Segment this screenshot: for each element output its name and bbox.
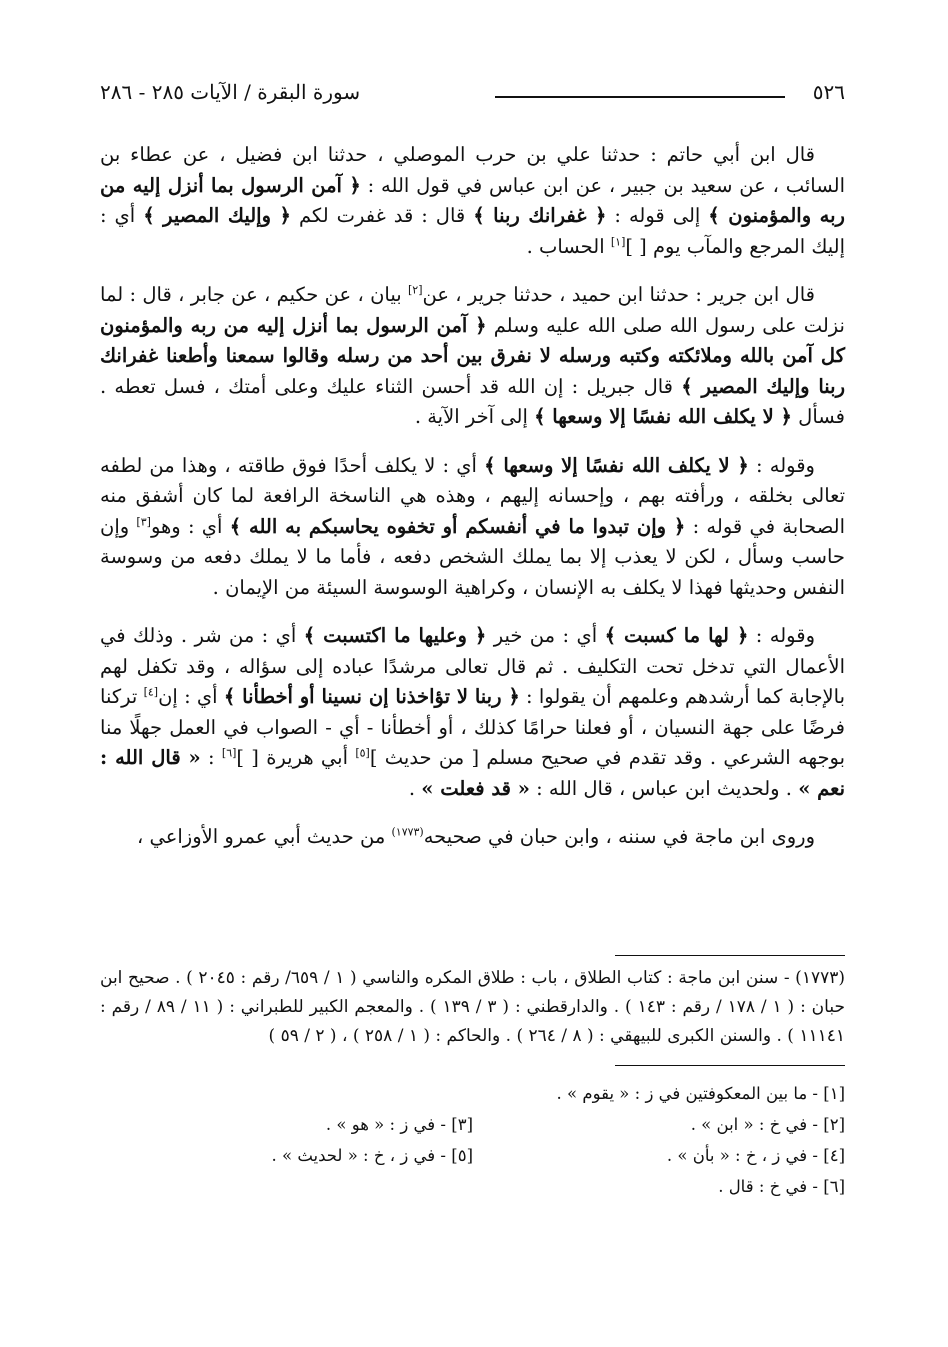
body-text: وإن حاسب وسأل ، لكن لا يعذب إلا بما يملك الشخص دفعه ، فأما ما لا يملك دفعه من وسوسة النفس وحديثها فهذا لا يكلف به الإنسان ، وكراهية الوسوسة السيئة من الإيمان .: [100, 514, 845, 599]
page-header: [100, 80, 845, 110]
hadith-footnote: (١٧٧٣) - سنن ابن ماجة : كتاب الطلاق ، باب : طلاق المكره والناسي ( ١ / ٦٥٩/ رقم : ٢٠٤٥ ) . صحيح ابن حبان : ( ١ / ١٧٨ / رقم : ١٤٣ ) . والدارقطني : ( ٣ / ١٣٩ ) . والمعجم الكبير للطبراني : ( ١١ / ٨٩ / رقم : ١١١٤١ ) . والسنن الكبرى للبيهقي : ( ٨ / ٢٦٤ ) . والحاكم : ( ١ / ٢٥٨ ) ، ( ٢ / ٥٩ ): [100, 968, 845, 1046]
paragraph: [100, 140, 845, 262]
variant-note: [٤] - في ز ، خ : « بأن » .: [666, 1146, 845, 1165]
body-text: قال ابن أبي حاتم : حدثنا علي بن حرب الموصلي ، حدثنا ابن فضيل ، عن عطاء بن السائب ، عن سعيد بن جبير ، عن ابن عباس في قول الله :: [100, 143, 846, 197]
body-text: قال : قد غفرت لكم: [290, 204, 474, 227]
paragraph: [100, 451, 845, 604]
main-text: [100, 140, 845, 871]
footnote-marker: [١]: [610, 235, 626, 248]
footnotes: [100, 955, 845, 1202]
quran-quote: ﴿ ربنا لا تؤاخذنا إن نسينا أو أخطأنا ﴾: [223, 685, 520, 708]
body-text: وقوله :: [748, 624, 815, 647]
paragraph: [100, 621, 845, 804]
body-text: قال جبريل : إن الله قد أحسن الثناء عليك وعلى أمتك ، فسل تعطه . فسأل: [100, 374, 845, 428]
body-text: .: [408, 776, 422, 800]
variant-note: [٥] - في ز ، خ : « لحديث » .: [271, 1146, 473, 1165]
quran-quote: ﴿ لا يكلف الله نفسًا إلا وسعها ﴾: [534, 405, 792, 428]
quran-quote: ﴿ آمن الرسول بما أنزل إليه من ربه والمؤمنون كل آمن بالله وملائكته وكتبه ورسله لا نفرق بين أحد من رسله وقالوا سمعنا وأطعنا غفرانك ربنا وإليك المصير ﴾: [100, 313, 846, 398]
quran-quote: « قد فعلت »: [421, 776, 530, 800]
body-text: :: [200, 746, 222, 769]
footnote-marker: [٦]: [221, 746, 237, 760]
body-text: أي : من شر . وذلك في الأعمال التي تدخل تحت التكليف . ثم قال تعالى مرشدًا عباده إلى سؤاله ، وقد تكفل لهم بالإجابة كما أرشدهم وعلمهم أن يقولوا :: [100, 624, 845, 708]
quran-quote: « قال الله : نعم »: [100, 746, 845, 800]
body-text: قال ابن جرير : حدثنا ابن حميد ، حدثنا جرير ، عن: [422, 283, 815, 306]
variants-rule: [615, 1065, 845, 1066]
running-title: سورة البقرة / الآيات ٢٨٥ - ٢٨٦: [100, 80, 361, 104]
footnote-marker: [٢]: [407, 283, 423, 297]
footnote-rule: [615, 955, 845, 956]
quran-quote: ﴿ وعليها ما اكتسبت ﴾: [303, 624, 487, 647]
paragraph: [100, 822, 845, 853]
body-text: بيان ، عن حكيم ، عن جابر ، قال : لما نزلت على رسول الله صلى الله عليه وسلم: [100, 283, 845, 337]
paragraph: [100, 280, 845, 433]
body-text: الحساب .: [526, 234, 611, 258]
footnote-marker: [٤]: [143, 685, 159, 699]
body-text: أي : وهو: [150, 514, 230, 538]
body-text: من حديث أبي عمرو الأوزاعي ،: [136, 825, 392, 848]
body-text: أي : إن: [158, 685, 224, 708]
body-text: أي : إليك المرجع والمآب يوم [ ]: [100, 204, 845, 258]
body-text: أي : لا يكلف أحدًا فوق طاقته ، وهذا من لطفه تعالى بخلقه ، ورأفته بهم ، وإحسانه إليهم ، وهذه هي الناسخة الرافعة لما كان أشفق منه الصحابة في قوله :: [100, 453, 845, 538]
manuscript-variants: [100, 1078, 845, 1202]
footnote-marker: (١٧٧٣): [391, 825, 424, 839]
body-text: إلى آخر الآية .: [414, 405, 535, 428]
header-rule: [495, 96, 785, 98]
quran-quote: ﴿ لا يكلف الله نفسًا إلا وسعها ﴾: [484, 453, 749, 477]
page-number: ٥٢٦: [812, 80, 845, 104]
body-text: . ولحديث ابن عباس ، قال الله :: [529, 776, 799, 800]
variant-note: [٢] - في خ : « ابن » .: [690, 1115, 845, 1134]
quran-quote: ﴿ غفرانك ربنا ﴾: [473, 204, 607, 227]
body-text: أي : من خير: [486, 624, 605, 647]
body-text: وروى ابن ماجة في سننه ، وابن حبان في صحيحه: [423, 825, 815, 848]
body-text: أبي هريرة [ ]: [236, 746, 356, 769]
body-text: تركنا فرضًا على جهة النسيان ، أو فعلنا حرامًا كذلك ، أو أخطأنا - أي - الصواب في العمل جهلًا منا بوجهه الشرعي . وقد تقدم في صحيح مسلم [ من حديث ]: [100, 685, 846, 769]
footnote-marker: [٣]: [136, 515, 151, 528]
quran-quote: ﴿ وإن تبدوا ما في أنفسكم أو تخفوه يحاسبكم به الله ﴾: [229, 514, 686, 538]
quran-quote: ﴿ وإليك المصير ﴾: [143, 204, 291, 227]
variant-note: [٣] - في ز : « هو » .: [325, 1115, 473, 1134]
body-text: وقوله :: [748, 453, 815, 477]
footnote-marker: [٥]: [355, 746, 370, 760]
variant-note: [٦] - في خ : قال .: [718, 1177, 845, 1196]
quran-quote: ﴿ آمن الرسول بما أنزل إليه من ربه والمؤمنون ﴾: [100, 173, 845, 227]
variant-note: [١] - ما بين المعكوفتين في ز : « يقوم » .: [556, 1084, 845, 1103]
quran-quote: ﴿ لها ما كسبت ﴾: [604, 624, 749, 647]
body-text: إلى قوله :: [606, 204, 709, 227]
